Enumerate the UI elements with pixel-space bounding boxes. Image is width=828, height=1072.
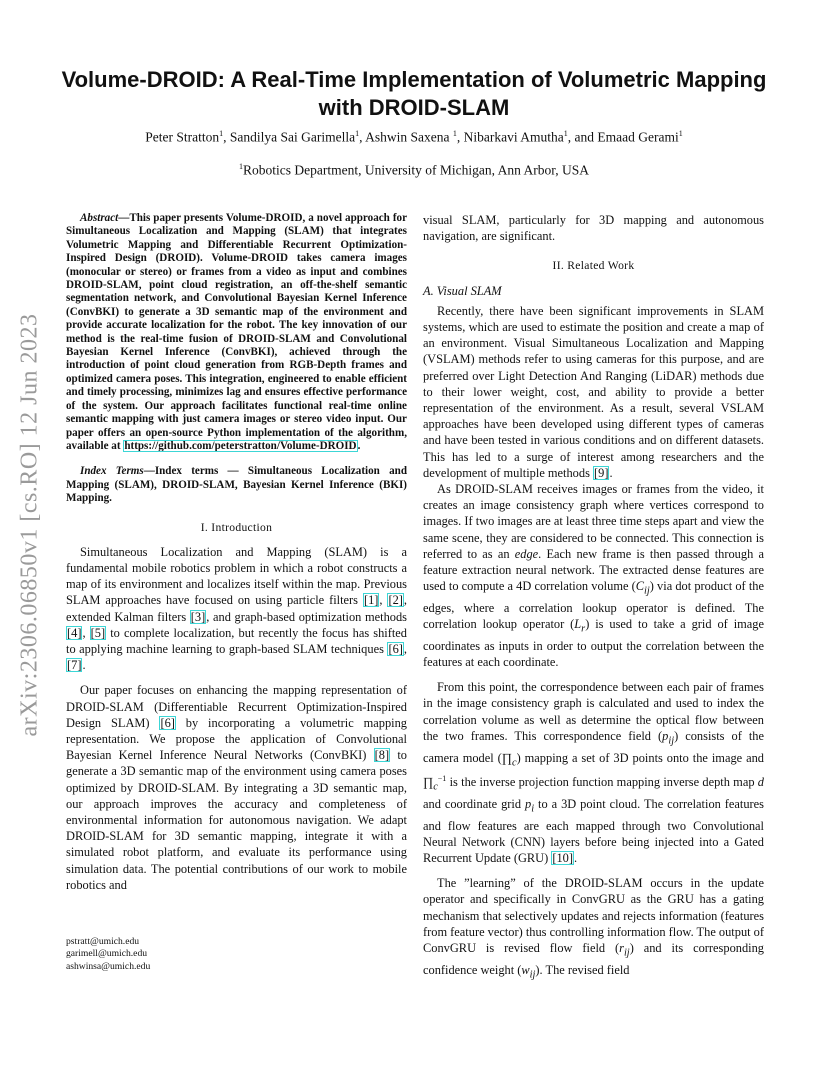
email-address: garimell@umich.edu bbox=[66, 948, 148, 960]
right-column bbox=[423, 212, 764, 983]
index-terms: Index Terms—Index terms — Simultaneous Localization and Mapping (SLAM), DROID-SLAM, Bayesian Kernel Inference (BKI) Mapping. bbox=[66, 465, 407, 505]
email-address: pstratt@umich.edu bbox=[66, 936, 140, 947]
affiliation: $^1$Robotics Department, University of Michigan, Ann Arbor, USA bbox=[239, 162, 589, 178]
citation-link[interactable]: [9] bbox=[594, 465, 609, 480]
intro-paragraph-continued: visual SLAM, particularly for 3D mapping and autonomous navigation, are significant. bbox=[423, 213, 764, 244]
section-heading-introduction: I. Introduction bbox=[200, 520, 273, 534]
abstract-label: Abstract bbox=[80, 212, 119, 224]
author-name: Ashwin Saxena bbox=[365, 129, 450, 145]
arxiv-stamp bbox=[8, 290, 52, 760]
subsection-heading-visual-slam: A. Visual SLAM bbox=[423, 283, 502, 298]
author-name: Peter Stratton bbox=[145, 129, 220, 145]
citation-link[interactable]: [10] bbox=[552, 851, 573, 866]
citation-link[interactable]: [8] bbox=[374, 748, 390, 763]
citation-link[interactable]: [7] bbox=[67, 658, 82, 673]
related-paragraph-4: The ”learning” of the DROID-SLAM occurs in the update operator and specifically in ConvGRU as the GRU has a gating mechanism that selectively updates and rejects information (features from feature vector) thus controlling information flow. The output of ConvGRU is revised flow field $(r_{ij})$ and its corresponding confidence weight $(w_{ij})$. The revised field bbox=[423, 876, 764, 981]
related-paragraph-2: As DROID-SLAM receives images or frames from the video, it creates an image consistency graph where vertices correspond to images. If two images are at least three time steps apart and view the same scene, they are considered to be connected. This connection is referred to as an edge. Each new frame is then passed through a feature extraction neural network. The extracted dense features are used to compute a 4D correlation volume $(C_{ij})$ via dot product of the edges, where a correlation lookup operator is defined. The correlation lookup operator $(L_r)$ is used to take a grid of image coordinates as inputs in order to output the correlation between the features at each coordinate. bbox=[423, 482, 764, 670]
citation-link[interactable]: [5] bbox=[90, 625, 106, 640]
citation-link[interactable]: [4] bbox=[67, 625, 82, 640]
intro-paragraph-1: Simultaneous Localization and Mapping (SLAM) is a fundamental mobile robotics problem in which a robot constructs a map of its environment and localizes itself within the map. Previous SLAM approaches have focused on using particle filters [1], [2], extended Kalman filters [3], and graph-based optimization methods [4], [5] to complete localization, but recently the focus has shifted to applying machine learning to graph-based SLAM techniques [6], [7]. bbox=[66, 544, 408, 673]
arxiv-stamp-text: arXiv:2306.06850v1 [cs.RO] 12 Jun 2023 bbox=[16, 313, 43, 737]
section-heading-related-work: II. Related Work bbox=[552, 259, 635, 273]
citation-link[interactable]: [6] bbox=[160, 715, 175, 730]
github-link[interactable]: https://github.com/peterstratton/Volume-DROID bbox=[124, 439, 357, 452]
index-terms-label: Index Terms bbox=[80, 465, 144, 478]
left-column bbox=[66, 212, 407, 893]
intro-paragraph-2: Our paper focuses on enhancing the mapping representation of DROID-SLAM (Differentiable Recurrent Optimization-Inspired Design SLAM) [6] by incorporating a volumetric mapping representation. We propose the application of Convolutional Bayesian Kernel Inference Neural Networks (ConvBKI) [8] to generate a 3D semantic map of the environment using camera poses optimized by DROID-SLAM. By integrating a 3D semantic map, our approach improves the accuracy and completeness of environmental information for autonomous navigation. We adapt DROID-SLAM for 3D semantic mapping, integrate it with a simulated robot platform, and evaluate its performance using simulation data. The potential contributions of our work to mobile robotics and bbox=[66, 683, 407, 892]
paper-title: Volume-DROID: A Real-Time Implementation of Volumetric Mapping with DROID-SLAM bbox=[61, 67, 767, 120]
author-name: Emaad Gerami bbox=[597, 129, 679, 145]
citation-link[interactable]: [6] bbox=[388, 641, 403, 656]
related-paragraph-3: From this point, the correspondence between each pair of frames in the image consistency graph is calculated and used to index the correlation volume as well as determine the optical flow between the two frames. This correspondence field $(p_{ij})$ consists of the camera model $(\prod_c)$ mapping a set of 3D points onto the image and $\prod_c^{-1}$ is the inverse projection function mapping inverse depth map d and coordinate grid $p_i$ to a 3D point cloud. The correlation features and flow features are each mapped through two Convolutional Neural Network (CNN) layers before being injected into a Gated Recurrent Update (GRU) [10]. bbox=[423, 680, 765, 866]
author-name: Sandilya Sai Garimella bbox=[229, 129, 356, 145]
author-list: Peter Stratton$^1$, Sandilya Sai Garimella$^1$, Ashwin Saxena $^1$, Nibarkavi Amutha$^1$, and Emaad Gerami$^1$ bbox=[145, 129, 683, 145]
email-address: ashwinsa@umich.edu bbox=[66, 960, 151, 972]
citation-link[interactable]: [2] bbox=[388, 593, 403, 608]
citation-link[interactable]: [1] bbox=[363, 593, 379, 608]
footnote-emails bbox=[66, 936, 366, 973]
abstract: Abstract—This paper presents Volume-DROID, a novel approach for Simultaneous Localization and Mapping (SLAM) that integrates Volumetric Mapping and Differentiable Recurrent Optimization-Inspired Design (DROID). Volume-DROID takes camera images (monocular or stereo) or frames from a video as input and combines DROID-SLAM, point cloud registration, an off-the-shelf semantic segmentation network, and Convolutional Bayesian Kernel Inference (ConvBKI) to generate a 3D semantic map of the environment and provide accurate localization for the robot. The key innovation of our method is the real-time fusion of DROID-SLAM and Convolutional Bayesian Kernel Inference (ConvBKI), achieved through the introduction of point cloud generation from RGB-Depth frames and optimized camera poses. This integration, engineered to enable efficient and timely processing, minimizes lag and ensures effective performance of the system. Our approach facilitates functional real-time online semantic mapping with just camera images or stereo video input. Our paper offers an open-source Python implementation of the algorithm, available at https://github.com/peterstratton/Volume-DROID. bbox=[66, 212, 407, 452]
author-name: Nibarkavi Amutha bbox=[463, 129, 564, 145]
footnote-divider bbox=[66, 930, 146, 931]
citation-link[interactable]: [3] bbox=[190, 609, 206, 624]
related-paragraph-1: Recently, there have been significant improvements in SLAM systems, which are used to estimate the position and create a map of an environment. Visual Simultaneous Localization and Mapping (VSLAM) methods refer to using cameras for this purpose, and are preferred over Light Detection And Ranging (LiDAR) methods due to their lower weight, cost, and ability to provide a better representation of the environment. As a result, several VSLAM approaches have been developed using different types of cameras and have been tested in various conditions and on different datasets. This has led to a surge of interest among researchers and the development of multiple methods [9]. bbox=[423, 303, 764, 480]
